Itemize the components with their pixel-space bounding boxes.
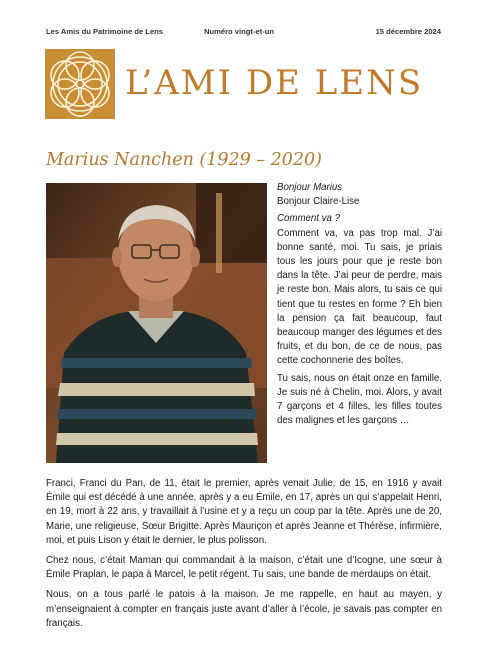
body-paragraph: Chez nous, c’était Maman qui commandait à la maison, c’était une d’Icogne, une sœur à Émile Praplan, le papa à Marcel, le petit régent. Tu sais, une bande de merdaups on était. xyxy=(46,555,442,581)
running-header xyxy=(46,27,441,39)
question-line: Bonjour Marius xyxy=(277,182,343,193)
answer-line: Bonjour Claire-Lise xyxy=(277,196,360,208)
body-paragraph: Nous, on a tous parlé le patois à la maison. Je me rappelle, en haut au mayen, y m’enseignaient à compter en français juste avant d’aller à l’école, je savais pas compter en français. xyxy=(46,589,442,629)
portrait-illustration xyxy=(46,183,267,463)
newsletter-title: L’AMI DE LENS xyxy=(125,63,424,103)
answer-paragraph: Tu sais, nous on était onze en famille. Je suis né à Chelin, moi. Alors, y avait 7 garçons et 4 filles, les filles toutes des malignes et les garçons … xyxy=(277,372,442,427)
rosette-logo-graphic xyxy=(45,49,115,119)
association-name: Les Amis du Patrimoine de Lens xyxy=(46,27,164,36)
portrait-photo xyxy=(46,183,267,463)
article-body xyxy=(46,477,442,637)
interview-dialogue xyxy=(277,181,442,428)
question-line: Comment va ? xyxy=(277,213,340,225)
issue-number: Numéro vingt-et-un xyxy=(204,27,275,36)
issue-date: 15 décembre 2024 xyxy=(375,27,441,36)
body-paragraph: Franci, Franci du Pan, de 11, était le premier, après venait Julie, de 15, en 1916 y avait Émile qui est décédé à une année, après y a eu Émile, en 17, après un qui s’appelait Henri, en 19, mort à 22 ans, y travaillait à l’usine et y a reçu un coup par la tête. Après une de 20, Marie, une religieuse, Sœur Brigitte. Après Mauriçon et après Jeanne et Thérèse, infirmière, moi, et puis Lison y était le dernier, le plus polisson. xyxy=(46,478,442,546)
rosette-logo-icon xyxy=(45,49,115,119)
masthead xyxy=(45,49,445,119)
answer-paragraph: Comment va, va pas trop mal. J’ai bonne santé, moi. Tu sais, je priais tous les jours pour que je reste bon dans la tête. J’ai peur de perdre, mais je reste bon. Mais alors, tu sais ce qui tient que tu restes en forme ? Eh bien la pension ça fait beaucoup, faut beaucoup manger des légumes et des fruits, et du bon, de ce de nous, pas cette cochonnerie des boîtes. xyxy=(277,227,442,367)
article-title: Marius Nanchen (1929 – 2020) xyxy=(46,150,323,170)
